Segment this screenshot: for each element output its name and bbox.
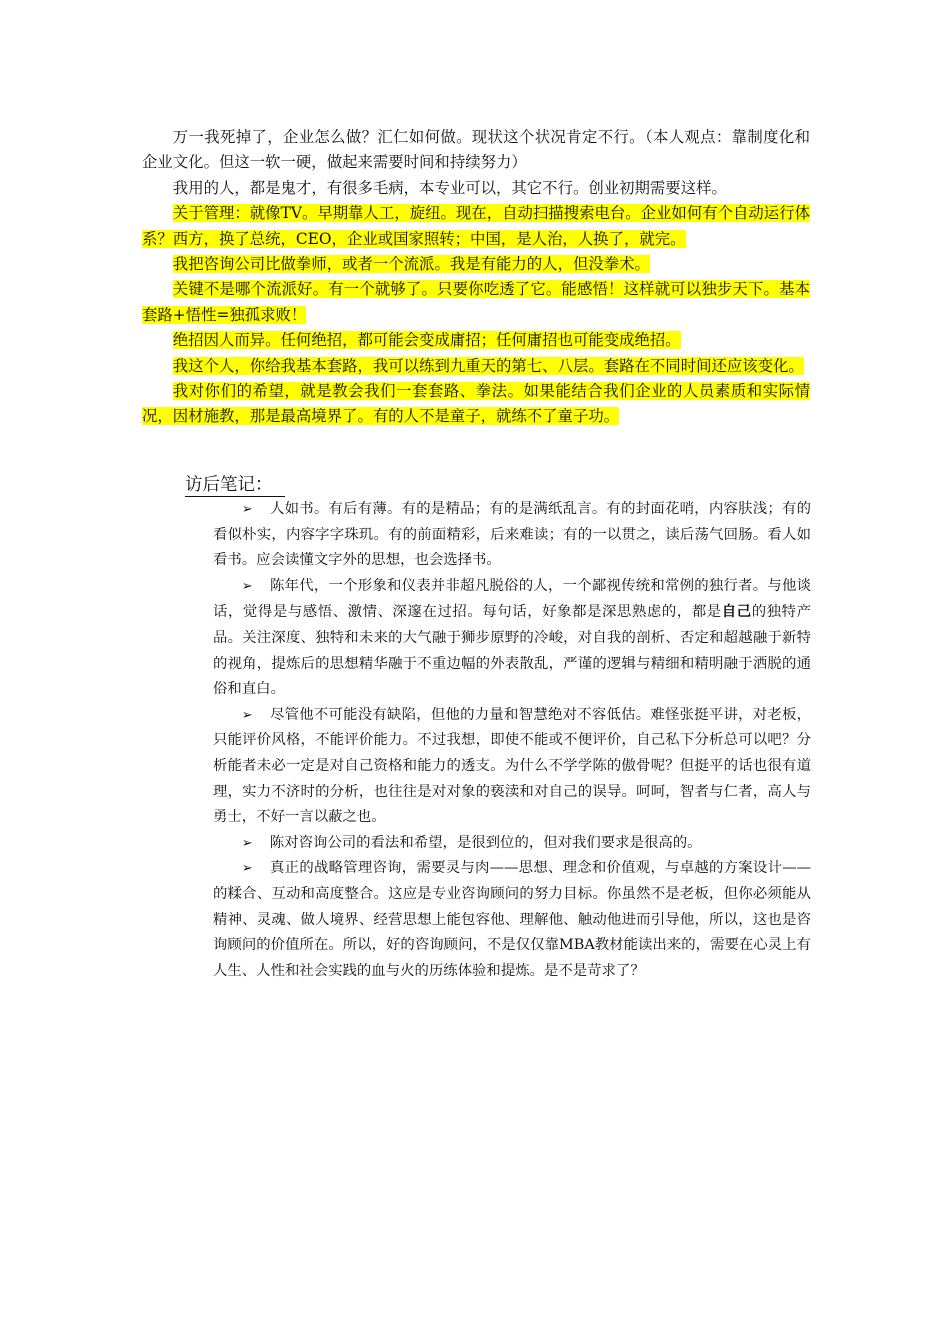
interview-transcript [142,125,810,430]
paragraph-text: 我这个人，你给我基本套路，我可以练到九重天的第七、八层。套路在不同时间还应该变化。 [172,356,804,375]
note-item [213,703,811,831]
paragraph-text: 绝招因人而异。任何绝招，都可能会变成庸招；任何庸招也可能变成绝招。 [172,331,681,350]
paragraph [142,176,810,201]
note-item [213,574,811,703]
highlighted-paragraph [142,201,810,252]
note-item [213,831,811,857]
paragraph-text: 万一我死掉了，企业怎么做？汇仁如何做。现状这个状况肯定不行。（本人观点：靠制度化和企业文化。但这一软一硬，做起来需要时间和持续努力） [142,128,810,172]
paragraph-text: 我把咨询公司比做拳师，或者一个流派。我是有能力的人，但没拳术。 [172,255,650,274]
note-bold-text: 自己 [721,603,752,621]
arrow-bullet-icon: ➢ [241,861,253,877]
note-text: 陈对咨询公司的看法和希望，是很到位的，但对我们要求是很高的。 [269,834,702,851]
paragraph-text: 关键不是哪个流派好。有一个就够了。只要你吃透了它。能感悟！这样就可以独步天下。基本套路+悟性=独孤求败！ [142,280,810,324]
note-text: 真正的战略管理咨询，需要灵与肉——思想、理念和价值观，与卓越的方案设计——的糅合、互动和高度整合。这应是专业咨询顾问的努力目标。你虽然不是老板，但你必须能从精神、灵魂、做人境界、经营思想上能包容他、理解他、触动他进而引导他，所以，这也是咨询顾问的价值所在。所以，好的咨询顾问，不是仅仅靠MBA教材能读出来的，需要在心灵上有人生、人性和社会实践的血与火的历练体验和提炼。是不是苛求了？ [213,860,811,979]
note-item [213,497,811,574]
note-text: 尽管他不可能没有缺陷，但他的力量和智慧绝对不容低估。难怪张挺平讲，对老板，只能评价风格，不能评价能力。不过我想，即使不能或不便评价，自己私下分析总可以吧？分析能者未必一定是对自己资格和能力的透支。为什么不学学陈的傲骨呢？但挺平的话也很有道理，实力不济时的分析，也往往是对对象的亵渎和对自己的误导。呵呵，智者与仁者，高人与勇士，不好一言以蔽之也。 [213,706,811,826]
note-text: 陈年代，一个形象和仪表并非超凡脱俗的人，一个鄙视传统和常例的独行者。与他谈话，觉得是与感悟、激情、深邃在过招。每句话，好象都是深思熟虑的，都是 [213,577,811,621]
arrow-bullet-icon: ➢ [241,578,253,594]
paragraph-text: 我对你们的希望，就是教会我们一套套路、拳法。如果能结合我们企业的人员素质和实际情况，因材施教，那是最高境界了。有的人不是童子，就练不了童子功。 [142,382,810,426]
highlighted-paragraph [142,252,810,277]
arrow-bullet-icon: ➢ [241,707,253,723]
note-text: 的独特产品。关注深度、独特和未来的大气融于狮步原野的冷峻，对自我的剖析、否定和超越融于新特的视角，提炼后的思想精华融于不重边幅的外表散乱，严谨的逻辑与精细和精明融于洒脱的通俗和直白。 [213,604,811,698]
arrow-bullet-icon: ➢ [241,502,253,517]
note-item [213,856,811,984]
highlighted-paragraph [142,354,810,379]
arrow-bullet-icon: ➢ [241,835,253,851]
note-text: 人如书。有后有薄。有的是精品；有的是满纸乱言。有的封面花哨，内容肤浅；有的看似朴实，内容字字珠玑。有的前面精彩，后来难读；有的一以贯之，读后荡气回肠。看人如看书。应会读懂文字外的思想，也会选择书。 [213,501,811,569]
paragraph [142,125,810,176]
highlighted-paragraph [142,379,810,430]
paragraph-text: 我用的人，都是鬼才，有很多毛病，本专业可以，其它不行。创业初期需要这样。 [172,178,727,197]
highlighted-paragraph [142,328,810,353]
notes-heading: 访后笔记： [185,472,285,497]
paragraph-text: 关于管理：就像TV。早期靠人工，旋纽。现在，自动扫描搜索电台。企业如何有个自动运行体系？西方，换了总统，CEO，企业或国家照转；中国，是人治，人换了，就完。 [142,204,810,248]
highlighted-paragraph [142,277,810,328]
notes-list [213,497,811,984]
